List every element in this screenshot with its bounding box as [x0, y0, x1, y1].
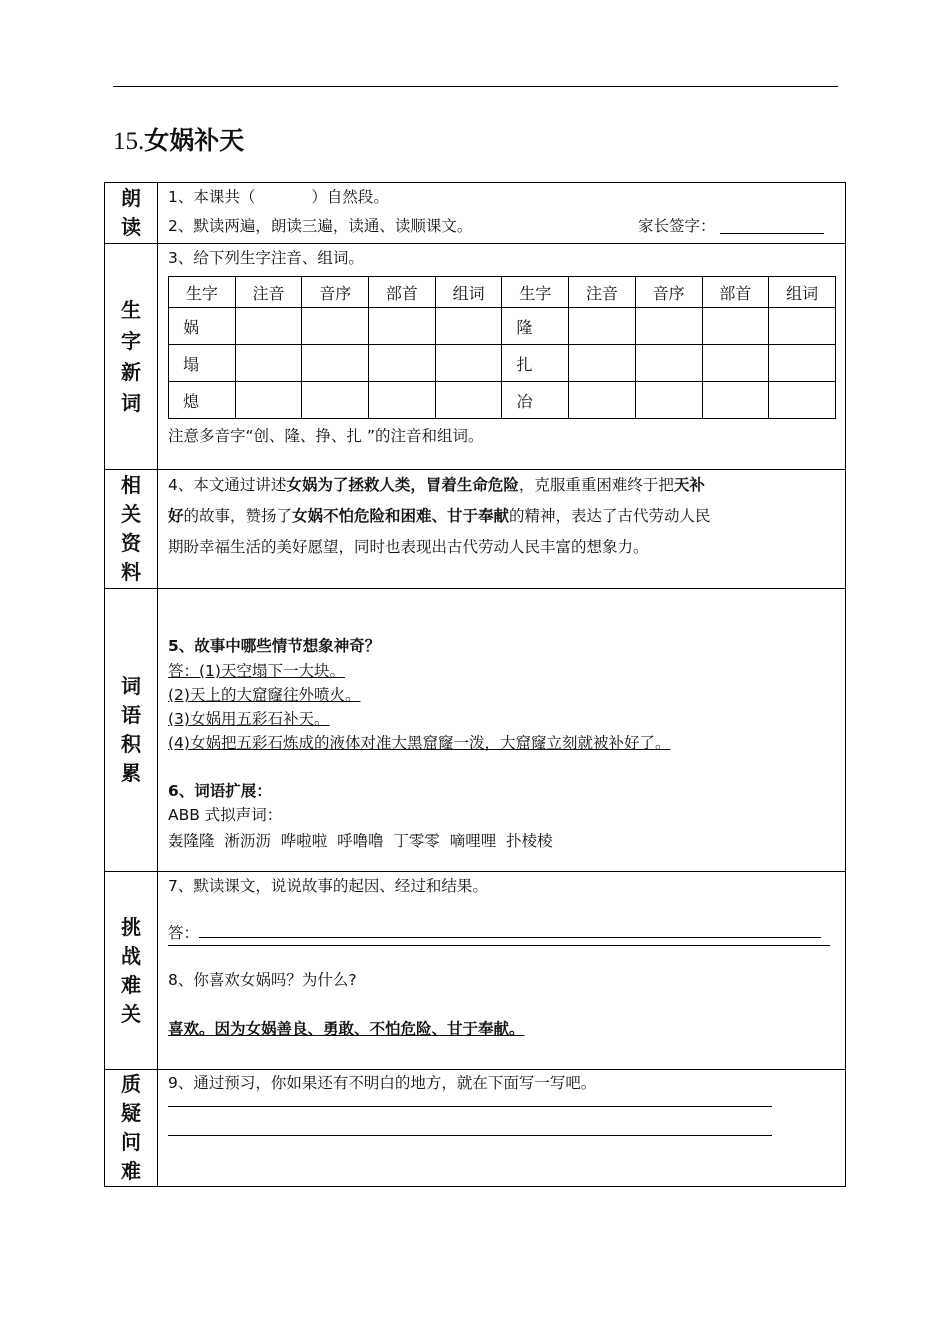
section-reading — [105, 183, 846, 244]
section-label-related: 相关资料 — [105, 470, 158, 589]
related-text: ，克服重重困难终于把 — [518, 476, 674, 494]
q9-text: 9、通过预习，你如果还有不明白的地方，就在下面写一写吧。 — [168, 1074, 597, 1092]
q5-answer: (4)女娲把五彩石炼成的液体对准大黑窟窿一泼，大窟窿立刻就被补好了。 — [168, 734, 671, 752]
q1-prefix: 1、本课共（ — [168, 188, 256, 206]
lesson-number: 15. — [113, 128, 145, 155]
q8-text: 8、你喜欢女娲吗？为什么? — [168, 971, 357, 989]
section-related — [105, 470, 846, 589]
header-cell: 注音 — [569, 277, 636, 308]
word-blank[interactable] — [435, 382, 502, 419]
header-rule — [113, 86, 838, 87]
section-new-chars — [105, 244, 846, 470]
q5-answer: 答：(1)天空塌下一大块。 — [168, 662, 345, 680]
radical-blank[interactable] — [369, 345, 436, 382]
order-blank[interactable] — [635, 308, 702, 345]
char-cell: 扎 — [502, 345, 569, 382]
questions-content — [158, 1070, 846, 1187]
q9-answer-line[interactable] — [168, 1135, 772, 1136]
section-label-reading: 朗读 — [105, 183, 158, 244]
reading-content — [158, 183, 846, 244]
pinyin-blank[interactable] — [569, 345, 636, 382]
order-blank[interactable] — [302, 382, 369, 419]
header-cell: 生字 — [502, 277, 569, 308]
header-cell: 组词 — [769, 277, 836, 308]
q3-text: 3、给下列生字注音、组词。 — [168, 249, 364, 267]
order-blank[interactable] — [635, 345, 702, 382]
related-text: 4、本文通过讲述 — [168, 476, 287, 494]
q2-text: 2、默读两遍，朗读三遍，读通、读顺课文。 — [168, 217, 473, 235]
char-cell: 塌 — [169, 345, 236, 382]
char-cell: 娲 — [169, 308, 236, 345]
q5-answer: (2)天上的大窟窿往外喷火。 — [168, 686, 361, 704]
order-blank[interactable] — [302, 345, 369, 382]
q9-answer-line[interactable] — [168, 1106, 772, 1107]
pinyin-blank[interactable] — [235, 308, 302, 345]
worksheet-table — [104, 182, 846, 1187]
header-cell: 部首 — [702, 277, 769, 308]
parent-signature-label: 家长签字： — [638, 217, 716, 235]
related-text: 的精神，表达了古代劳动人民 — [509, 507, 711, 525]
section-label-questions: 质疑问难 — [105, 1070, 158, 1187]
word-blank[interactable] — [769, 308, 836, 345]
related-content — [158, 470, 846, 589]
vocab-content — [158, 589, 846, 872]
pinyin-blank[interactable] — [569, 308, 636, 345]
radical-blank[interactable] — [369, 382, 436, 419]
char-table-row — [169, 308, 836, 345]
page-title — [113, 124, 244, 159]
section-label-new-chars: 生字新词 — [105, 244, 158, 470]
answer-prefix: 答： — [168, 924, 200, 942]
radical-blank[interactable] — [702, 308, 769, 345]
radical-blank[interactable] — [369, 308, 436, 345]
word-blank[interactable] — [769, 382, 836, 419]
abb-label: ABB 式拟声词： — [168, 806, 283, 824]
new-chars-content — [158, 244, 846, 470]
word-blank[interactable] — [435, 308, 502, 345]
radical-blank[interactable] — [702, 345, 769, 382]
order-blank[interactable] — [635, 382, 702, 419]
q5-answer: (3)女娲用五彩石补天。 — [168, 710, 330, 728]
section-label-vocab: 词语积累 — [105, 589, 158, 872]
related-text: 期盼幸福生活的美好愿望，同时也表现出古代劳动人民丰富的想象力。 — [168, 538, 649, 556]
header-cell: 组词 — [435, 277, 502, 308]
challenge-content — [158, 872, 846, 1070]
char-cell: 隆 — [502, 308, 569, 345]
pinyin-blank[interactable] — [235, 345, 302, 382]
section-questions — [105, 1070, 846, 1187]
header-cell: 音序 — [302, 277, 369, 308]
related-highlight: 女娲为了拯救人类，冒着生命危险 — [286, 476, 519, 494]
lesson-title: 女娲补天 — [144, 126, 245, 155]
char-table-row — [169, 382, 836, 419]
related-highlight: 好 — [168, 507, 184, 525]
q6-text: 6、词语扩展： — [168, 782, 272, 800]
abb-words: 轰隆隆 淅沥沥 哗啦啦 呼噜噜 丁零零 嘀哩哩 扑棱棱 — [168, 832, 553, 850]
polyphone-note: 注意多音字“创、隆、挣、扎 ”的注音和组词。 — [168, 427, 484, 445]
char-cell: 冶 — [502, 382, 569, 419]
char-table-row — [169, 345, 836, 382]
q8-answer: 喜欢。因为女娲善良、勇敢、不怕危险、甘于奉献。 — [168, 1020, 525, 1038]
header-cell: 部首 — [369, 277, 436, 308]
q7-text: 7、默读课文，说说故事的起因、经过和结果。 — [168, 877, 488, 895]
word-blank[interactable] — [435, 345, 502, 382]
section-label-challenge: 挑战难关 — [105, 872, 158, 1070]
section-vocab — [105, 589, 846, 872]
parent-signature — [638, 212, 824, 241]
parent-signature-blank[interactable] — [720, 217, 824, 234]
related-text: 的故事，赞扬了 — [183, 507, 293, 525]
order-blank[interactable] — [302, 308, 369, 345]
q5-text: 5、故事中哪些情节想象神奇？ — [168, 637, 381, 655]
pinyin-blank[interactable] — [235, 382, 302, 419]
char-cell: 熄 — [169, 382, 236, 419]
header-cell: 生字 — [169, 277, 236, 308]
word-blank[interactable] — [769, 345, 836, 382]
char-table — [168, 276, 836, 419]
related-highlight: 女娲不怕危险和困难、甘于奉献 — [292, 507, 510, 525]
q1-suffix: ）自然段。 — [311, 188, 389, 206]
related-highlight: 天补 — [673, 476, 705, 494]
char-table-header — [169, 277, 836, 308]
section-challenge — [105, 872, 846, 1070]
header-cell: 注音 — [235, 277, 302, 308]
q7-answer-line[interactable] — [199, 936, 821, 938]
radical-blank[interactable] — [702, 382, 769, 419]
pinyin-blank[interactable] — [569, 382, 636, 419]
header-cell: 音序 — [635, 277, 702, 308]
